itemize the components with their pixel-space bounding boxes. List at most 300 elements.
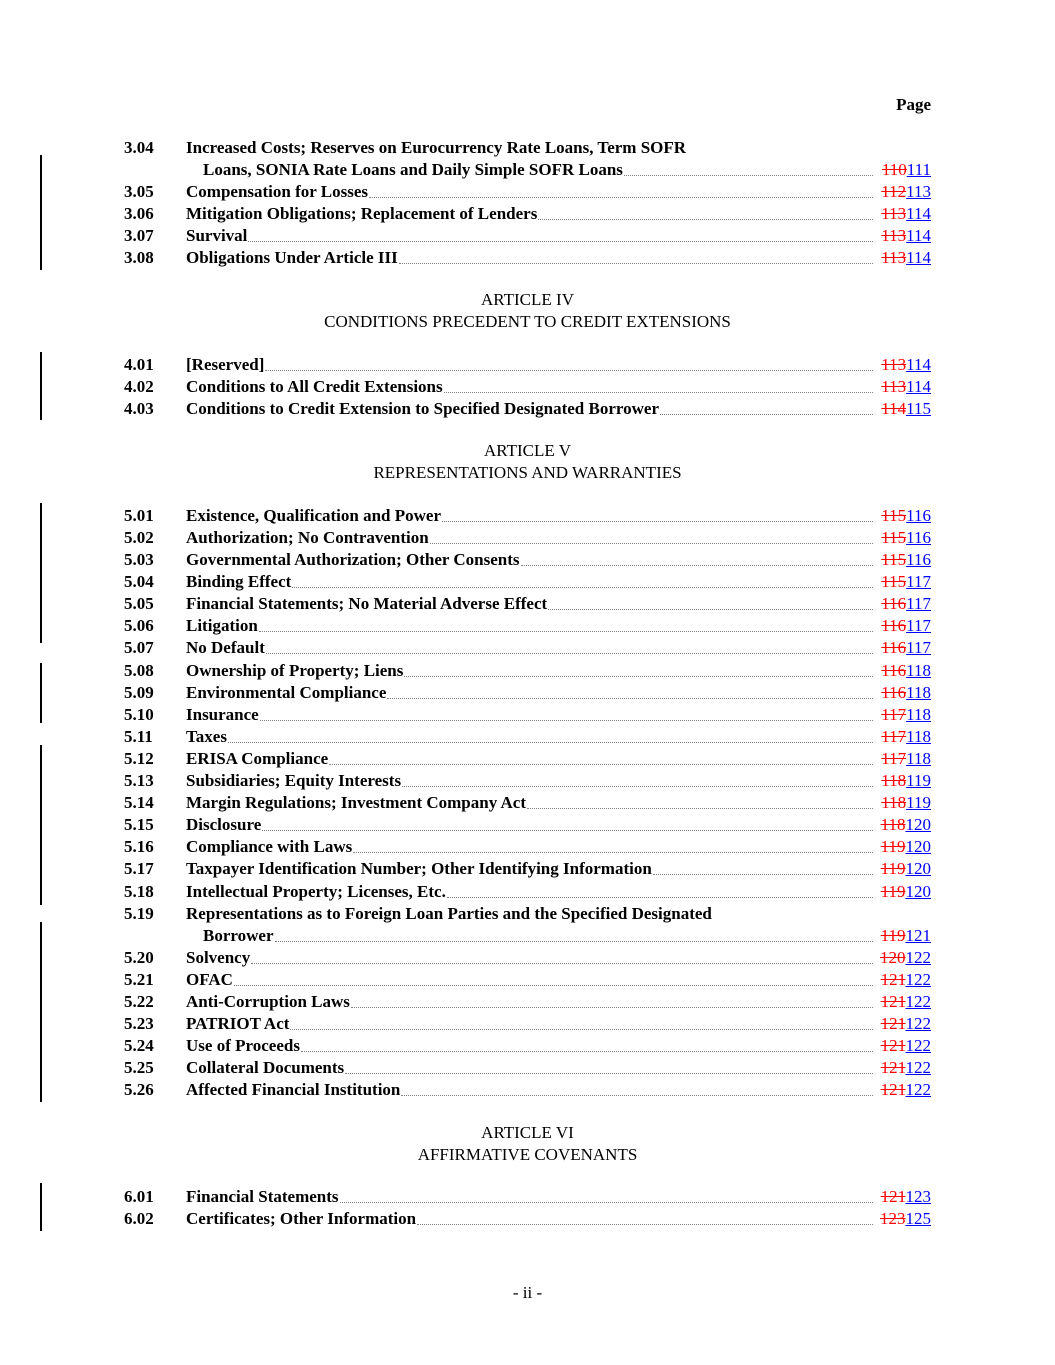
section-title-text: Compliance with Laws xyxy=(186,837,353,856)
inserted-page-number[interactable]: 114 xyxy=(906,204,931,223)
page-reference xyxy=(873,814,931,836)
section-title-text: Authorization; No Contravention xyxy=(186,528,429,547)
deleted-page-number: 121 xyxy=(880,1080,906,1099)
inserted-page-number[interactable]: 114 xyxy=(906,226,931,245)
section-title-text: Use of Proceeds xyxy=(186,1036,300,1055)
dot-leader xyxy=(248,225,873,242)
inserted-page-number[interactable]: 118 xyxy=(906,749,931,768)
section-title-text: Certificates; Other Information xyxy=(186,1209,417,1228)
inserted-page-number[interactable]: 111 xyxy=(906,160,931,179)
toc-entry-5-05[interactable] xyxy=(0,593,1055,615)
change-bar xyxy=(40,1183,42,1231)
dot-leader xyxy=(228,726,873,743)
section-title xyxy=(186,354,873,376)
page-reference xyxy=(873,527,931,549)
toc-entry-5-10[interactable] xyxy=(0,704,1055,726)
page-reference xyxy=(873,947,931,969)
inserted-page-number[interactable]: 116 xyxy=(906,528,931,547)
toc-entry-4-03[interactable] xyxy=(0,398,1055,420)
section-title-text: Disclosure xyxy=(186,815,262,834)
section-title-text: Environmental Compliance xyxy=(186,683,387,702)
toc-entry-5-17[interactable] xyxy=(0,858,1055,880)
toc-entry-5-11[interactable] xyxy=(0,726,1055,748)
section-number: 5.04 xyxy=(124,572,154,591)
deleted-page-number: 113 xyxy=(881,355,907,374)
inserted-page-number[interactable]: 120 xyxy=(905,882,931,901)
toc-entry-5-04[interactable] xyxy=(0,571,1055,593)
deleted-page-number: 121 xyxy=(880,1058,906,1077)
dot-leader xyxy=(265,354,873,371)
toc-entry-6-01[interactable] xyxy=(0,1186,1055,1208)
page-reference xyxy=(873,1013,931,1035)
dot-leader xyxy=(399,247,873,264)
section-title xyxy=(186,181,873,203)
inserted-page-number[interactable]: 122 xyxy=(905,1014,931,1033)
section-title-text: [Reserved] xyxy=(186,355,265,374)
dot-leader xyxy=(404,660,873,677)
section-title-line-2: Borrower xyxy=(203,926,274,945)
section-title-text: Mitigation Obligations; Replacement of Lenders xyxy=(186,204,538,223)
section-title xyxy=(186,881,873,903)
page-reference xyxy=(873,682,931,704)
section-title-text: Compensation for Losses xyxy=(186,182,368,201)
page-reference xyxy=(873,1186,931,1208)
article-label: ARTICLE IV xyxy=(481,290,574,309)
page-reference xyxy=(873,376,931,398)
inserted-page-number[interactable]: 121 xyxy=(905,926,931,945)
section-title xyxy=(186,571,873,593)
section-title-line-1: Representations as to Foreign Loan Parties and the Specified Designated xyxy=(186,904,712,923)
toc-entry-5-23[interactable] xyxy=(0,1013,1055,1035)
dot-leader xyxy=(660,398,873,415)
page-reference xyxy=(873,1208,931,1230)
section-title xyxy=(203,159,873,181)
section-number: 3.04 xyxy=(124,138,154,157)
toc-entry-3-08[interactable] xyxy=(0,247,1055,269)
inserted-page-number[interactable]: 115 xyxy=(906,399,931,418)
dot-leader xyxy=(538,203,873,220)
inserted-page-number[interactable]: 117 xyxy=(906,572,931,591)
section-title-text: Solvency xyxy=(186,948,251,967)
dot-leader xyxy=(353,836,873,853)
section-title-text: Subsidiaries; Equity Interests xyxy=(186,771,402,790)
inserted-page-number[interactable]: 117 xyxy=(906,616,931,635)
inserted-page-number[interactable]: 122 xyxy=(905,1080,931,1099)
section-title xyxy=(186,947,873,969)
inserted-page-number[interactable]: 122 xyxy=(905,948,931,967)
inserted-page-number[interactable]: 125 xyxy=(905,1209,931,1228)
dot-leader xyxy=(275,925,874,942)
toc-entry-5-07[interactable] xyxy=(0,637,1055,659)
section-title xyxy=(186,836,873,858)
toc-entry-3-07[interactable] xyxy=(0,225,1055,247)
section-number: 5.26 xyxy=(124,1080,154,1099)
dot-leader xyxy=(266,637,873,654)
deleted-page-number: 116 xyxy=(881,638,907,657)
page-reference xyxy=(873,925,931,947)
toc-entry-5-02[interactable] xyxy=(0,527,1055,549)
section-title xyxy=(186,137,687,159)
section-title-text: Conditions to Credit Extension to Specified Designated Borrower xyxy=(186,399,660,418)
toc-entry-5-16[interactable] xyxy=(0,836,1055,858)
deleted-page-number: 113 xyxy=(881,377,907,396)
deleted-page-number: 114 xyxy=(881,399,907,418)
section-number: 5.16 xyxy=(124,837,154,856)
dot-leader xyxy=(329,748,873,765)
dot-leader xyxy=(521,549,873,566)
deleted-page-number: 113 xyxy=(881,226,907,245)
page-reference xyxy=(873,991,931,1013)
inserted-page-number[interactable]: 113 xyxy=(906,182,931,201)
inserted-page-number[interactable]: 114 xyxy=(906,377,931,396)
inserted-page-number[interactable]: 114 xyxy=(906,248,931,267)
dot-leader xyxy=(260,704,873,721)
toc-entry-3-04[interactable] xyxy=(0,137,1055,159)
deleted-page-number: 118 xyxy=(881,771,907,790)
section-title-text: Existence, Qualification and Power xyxy=(186,506,441,525)
page-reference xyxy=(873,1035,931,1057)
section-title-text: Binding Effect xyxy=(186,572,292,591)
section-number: 5.09 xyxy=(124,683,154,702)
section-title xyxy=(186,858,873,880)
section-title xyxy=(186,225,873,247)
section-title xyxy=(186,1208,873,1230)
section-number: 4.01 xyxy=(124,355,154,374)
toc-entry-4-01[interactable] xyxy=(0,354,1055,376)
section-title-text: Ownership of Property; Liens xyxy=(186,661,404,680)
toc-entry-5-01[interactable] xyxy=(0,505,1055,527)
inserted-page-number[interactable]: 117 xyxy=(906,638,931,657)
page-reference xyxy=(873,881,931,903)
dot-leader xyxy=(369,181,873,198)
deleted-page-number: 117 xyxy=(881,749,907,768)
toc-entry-5-03[interactable] xyxy=(0,549,1055,571)
dot-leader xyxy=(442,505,873,522)
section-number: 5.02 xyxy=(124,528,154,547)
dot-leader xyxy=(345,1057,873,1074)
dot-leader xyxy=(259,615,873,632)
section-title-text: PATRIOT Act xyxy=(186,1014,290,1033)
toc-entry-5-24[interactable] xyxy=(0,1035,1055,1057)
deleted-page-number: 121 xyxy=(880,992,906,1011)
inserted-page-number[interactable]: 118 xyxy=(906,705,931,724)
change-bar xyxy=(40,352,42,420)
section-title xyxy=(186,1079,873,1101)
change-bar xyxy=(40,922,42,1102)
section-number: 3.07 xyxy=(124,226,154,245)
section-title xyxy=(186,991,873,1013)
deleted-page-number: 117 xyxy=(881,705,907,724)
section-title xyxy=(186,1035,873,1057)
page-reference xyxy=(873,225,931,247)
page-reference xyxy=(873,505,931,527)
section-title xyxy=(186,549,873,571)
section-number: 5.23 xyxy=(124,1014,154,1033)
inserted-page-number[interactable]: 117 xyxy=(906,594,931,613)
section-title-text: Collateral Documents xyxy=(186,1058,345,1077)
page-reference xyxy=(873,549,931,571)
dot-leader xyxy=(624,159,873,176)
deleted-page-number: 119 xyxy=(880,926,906,945)
deleted-page-number: 112 xyxy=(881,182,907,201)
deleted-page-number: 121 xyxy=(880,970,906,989)
deleted-page-number: 117 xyxy=(881,727,907,746)
toc-entry-5-21[interactable] xyxy=(0,969,1055,991)
section-title-text: Intellectual Property; Licenses, Etc. xyxy=(186,882,446,901)
section-title xyxy=(186,1013,873,1035)
article-label: ARTICLE V xyxy=(484,441,571,460)
page-label: Page xyxy=(896,95,931,114)
section-title-text: ERISA Compliance xyxy=(186,749,329,768)
deleted-page-number: 119 xyxy=(880,859,906,878)
toc-entry-5-14[interactable] xyxy=(0,792,1055,814)
page-reference xyxy=(873,247,931,269)
section-title xyxy=(186,203,873,225)
page-reference xyxy=(873,1079,931,1101)
section-number: 6.02 xyxy=(124,1209,154,1228)
page-reference xyxy=(873,858,931,880)
dot-leader xyxy=(402,770,873,787)
dot-leader xyxy=(527,792,873,809)
deleted-page-number: 110 xyxy=(881,160,907,179)
section-title xyxy=(186,660,873,682)
article-label: ARTICLE VI xyxy=(481,1123,574,1142)
toc-entry-4-02[interactable] xyxy=(0,376,1055,398)
section-title-text: Anti-Corruption Laws xyxy=(186,992,350,1011)
page-reference xyxy=(873,593,931,615)
section-number: 5.15 xyxy=(124,815,154,834)
section-number: 5.07 xyxy=(124,638,154,657)
page-reference xyxy=(873,726,931,748)
section-number: 5.12 xyxy=(124,749,154,768)
section-number: 5.19 xyxy=(124,904,154,923)
deleted-page-number: 115 xyxy=(881,528,907,547)
section-title-text: Insurance xyxy=(186,705,259,724)
section-title xyxy=(186,682,873,704)
page-reference xyxy=(873,1057,931,1079)
section-title xyxy=(186,247,873,269)
inserted-page-number[interactable]: 120 xyxy=(905,859,931,878)
section-title xyxy=(186,637,873,659)
deleted-page-number: 121 xyxy=(880,1187,906,1206)
dot-leader xyxy=(401,1079,873,1096)
section-number: 5.18 xyxy=(124,882,154,901)
section-number: 5.11 xyxy=(124,727,153,746)
section-title xyxy=(203,925,873,947)
section-title-text: Governmental Authorization; Other Consents xyxy=(186,550,520,569)
section-title-text: Litigation xyxy=(186,616,258,635)
toc-entry-5-15[interactable] xyxy=(0,814,1055,836)
section-title xyxy=(186,1186,873,1208)
dot-leader xyxy=(447,881,873,898)
page-reference xyxy=(873,748,931,770)
section-title-text: Taxpayer Identification Number; Other Identifying Information xyxy=(186,859,652,878)
inserted-page-number[interactable]: 120 xyxy=(905,815,931,834)
page-reference xyxy=(873,181,931,203)
deleted-page-number: 118 xyxy=(880,815,906,834)
section-title xyxy=(186,969,873,991)
section-number: 5.22 xyxy=(124,992,154,1011)
section-title xyxy=(186,505,873,527)
inserted-page-number[interactable]: 122 xyxy=(905,970,931,989)
change-bar xyxy=(40,745,42,905)
section-number: 5.17 xyxy=(124,859,154,878)
deleted-page-number: 121 xyxy=(880,1014,906,1033)
toc-entry-3-06[interactable] xyxy=(0,203,1055,225)
page-number: - ii - xyxy=(512,1283,543,1302)
page-reference xyxy=(873,398,931,420)
section-title-text: Financial Statements; No Material Adverse Effect xyxy=(186,594,548,613)
toc-entry-5-26[interactable] xyxy=(0,1079,1055,1101)
section-number: 5.13 xyxy=(124,771,154,790)
dot-leader xyxy=(444,376,873,393)
section-title-line-1: Increased Costs; Reserves on Eurocurrency Rate Loans, Term SOFR xyxy=(186,138,687,157)
page-reference xyxy=(873,792,931,814)
deleted-page-number: 121 xyxy=(880,1036,906,1055)
page-reference xyxy=(873,571,931,593)
section-number: 5.20 xyxy=(124,948,154,967)
toc-entry-continuation[interactable] xyxy=(0,925,1055,947)
dot-leader xyxy=(351,991,873,1008)
deleted-page-number: 115 xyxy=(881,550,907,569)
section-number: 4.02 xyxy=(124,377,154,396)
dot-leader xyxy=(234,969,873,986)
inserted-page-number[interactable]: 118 xyxy=(906,661,931,680)
deleted-page-number: 123 xyxy=(880,1209,906,1228)
section-title xyxy=(186,748,873,770)
dot-leader xyxy=(301,1035,873,1052)
toc-entry-5-22[interactable] xyxy=(0,991,1055,1013)
dot-leader xyxy=(417,1208,873,1225)
dot-leader xyxy=(262,814,873,831)
inserted-page-number[interactable]: 116 xyxy=(906,550,931,569)
inserted-page-number[interactable]: 122 xyxy=(905,992,931,1011)
dot-leader xyxy=(430,527,873,544)
section-title-text: Margin Regulations; Investment Company Act xyxy=(186,793,526,812)
deleted-page-number: 113 xyxy=(881,248,907,267)
section-title xyxy=(186,398,873,420)
change-bar xyxy=(40,663,42,723)
page-reference xyxy=(873,203,931,225)
section-number: 5.03 xyxy=(124,550,154,569)
toc-entry-5-20[interactable] xyxy=(0,947,1055,969)
toc-entry-5-19[interactable] xyxy=(0,903,1055,925)
toc-entry-5-06[interactable] xyxy=(0,615,1055,637)
toc-entry-6-02[interactable] xyxy=(0,1208,1055,1230)
toc-entry-5-25[interactable] xyxy=(0,1057,1055,1079)
inserted-page-number[interactable]: 118 xyxy=(906,727,931,746)
inserted-page-number[interactable]: 122 xyxy=(905,1036,931,1055)
toc-entry-5-12[interactable] xyxy=(0,748,1055,770)
deleted-page-number: 119 xyxy=(880,882,906,901)
section-number: 6.01 xyxy=(124,1187,154,1206)
section-title xyxy=(186,376,873,398)
section-title xyxy=(186,814,873,836)
section-number: 5.10 xyxy=(124,705,154,724)
toc-entry-5-18[interactable] xyxy=(0,881,1055,903)
section-title xyxy=(186,1057,873,1079)
section-title-text: Taxes xyxy=(186,727,227,746)
inserted-page-number[interactable]: 123 xyxy=(905,1187,931,1206)
inserted-page-number[interactable]: 116 xyxy=(906,506,931,525)
toc-entry-continuation[interactable] xyxy=(0,159,1055,181)
section-number: 5.01 xyxy=(124,506,154,525)
deleted-page-number: 116 xyxy=(881,616,907,635)
deleted-page-number: 115 xyxy=(881,506,907,525)
section-number: 3.06 xyxy=(124,204,154,223)
page-reference xyxy=(873,969,931,991)
dot-leader xyxy=(251,947,873,964)
toc-entry-5-09[interactable] xyxy=(0,682,1055,704)
section-number: 3.08 xyxy=(124,248,154,267)
article-heading: REPRESENTATIONS AND WARRANTIES xyxy=(373,463,682,482)
page-reference xyxy=(873,660,931,682)
inserted-page-number[interactable]: 119 xyxy=(906,793,931,812)
section-title xyxy=(186,792,873,814)
deleted-page-number: 120 xyxy=(880,948,906,967)
section-number: 3.05 xyxy=(124,182,154,201)
inserted-page-number[interactable]: 122 xyxy=(905,1058,931,1077)
section-title-text: Financial Statements xyxy=(186,1187,339,1206)
deleted-page-number: 116 xyxy=(881,594,907,613)
section-title xyxy=(186,726,873,748)
page-reference xyxy=(873,637,931,659)
article-heading: CONDITIONS PRECEDENT TO CREDIT EXTENSIONS xyxy=(324,312,731,331)
section-title xyxy=(186,903,713,925)
section-number: 5.08 xyxy=(124,661,154,680)
section-title-text: No Default xyxy=(186,638,265,657)
section-title xyxy=(186,527,873,549)
section-number: 5.14 xyxy=(124,793,154,812)
toc-entry-5-08[interactable] xyxy=(0,660,1055,682)
deleted-page-number: 116 xyxy=(881,661,907,680)
dot-leader xyxy=(653,858,873,875)
page-reference xyxy=(873,836,931,858)
change-bar xyxy=(40,503,42,643)
inserted-page-number[interactable]: 120 xyxy=(905,837,931,856)
inserted-page-number[interactable]: 118 xyxy=(906,683,931,702)
inserted-page-number[interactable]: 114 xyxy=(906,355,931,374)
change-bar xyxy=(40,155,42,270)
section-title xyxy=(186,593,873,615)
section-title xyxy=(186,770,873,792)
page-reference xyxy=(873,770,931,792)
section-title-text: OFAC xyxy=(186,970,233,989)
dot-leader xyxy=(387,682,873,699)
section-number: 5.21 xyxy=(124,970,154,989)
article-heading: AFFIRMATIVE COVENANTS xyxy=(417,1145,638,1164)
toc-entry-5-13[interactable] xyxy=(0,770,1055,792)
page-reference xyxy=(873,354,931,376)
deleted-page-number: 119 xyxy=(880,837,906,856)
section-number: 5.24 xyxy=(124,1036,154,1055)
dot-leader xyxy=(340,1186,873,1203)
section-number: 4.03 xyxy=(124,399,154,418)
deleted-page-number: 116 xyxy=(881,683,907,702)
inserted-page-number[interactable]: 119 xyxy=(906,771,931,790)
dot-leader xyxy=(292,571,873,588)
section-title-text: Affected Financial Institution xyxy=(186,1080,401,1099)
page-reference xyxy=(873,159,931,181)
section-title-text: Obligations Under Article III xyxy=(186,248,398,267)
section-title xyxy=(186,615,873,637)
deleted-page-number: 113 xyxy=(881,204,907,223)
dot-leader xyxy=(290,1013,873,1030)
toc-entry-3-05[interactable] xyxy=(0,181,1055,203)
section-title-text: Survival xyxy=(186,226,248,245)
section-title xyxy=(186,704,873,726)
section-number: 5.05 xyxy=(124,594,154,613)
